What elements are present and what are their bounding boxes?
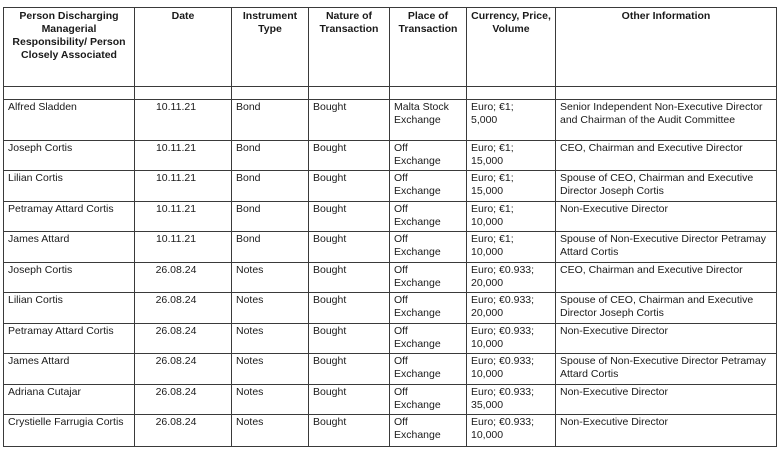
cell-nature: Bought <box>309 100 390 141</box>
cell-nature: Bought <box>309 201 390 232</box>
cell-place: Off Exchange <box>390 201 467 232</box>
table-row <box>4 354 777 385</box>
cell-date: 26.08.24 <box>135 415 232 447</box>
spacer-cell <box>232 87 309 100</box>
cell-other-information: Spouse of CEO, Chairman and Executive Director Joseph Cortis <box>556 293 777 324</box>
spacer-cell <box>556 87 777 100</box>
spacer-row <box>4 87 777 100</box>
header-place-of-transaction: Place of Transaction <box>390 8 467 87</box>
table-row <box>4 140 777 171</box>
spacer-cell <box>390 87 467 100</box>
table-row <box>4 201 777 232</box>
header-currency-price-volume: Currency, Price, Volume <box>467 8 556 87</box>
cell-instrument-type: Notes <box>232 262 309 293</box>
cell-date: 26.08.24 <box>135 384 232 415</box>
cell-date: 26.08.24 <box>135 354 232 385</box>
spacer-cell <box>309 87 390 100</box>
cell-currency-price-volume: Euro; €0.933; 20,000 <box>467 262 556 293</box>
header-person: Person Discharging Managerial Responsibility/ Person Closely Associated <box>4 8 135 87</box>
cell-place: Off Exchange <box>390 323 467 354</box>
cell-other-information: Spouse of CEO, Chairman and Executive Director Joseph Cortis <box>556 171 777 202</box>
cell-person: Adriana Cutajar <box>4 384 135 415</box>
spacer-cell <box>467 87 556 100</box>
cell-date: 10.11.21 <box>135 201 232 232</box>
cell-other-information: Spouse of Non-Executive Director Petramay Attard Cortis <box>556 354 777 385</box>
cell-instrument-type: Notes <box>232 415 309 447</box>
cell-person: James Attard <box>4 354 135 385</box>
cell-currency-price-volume: Euro; €0.933; 10,000 <box>467 323 556 354</box>
cell-currency-price-volume: Euro; €1; 5,000 <box>467 100 556 141</box>
cell-currency-price-volume: Euro; €1; 15,000 <box>467 171 556 202</box>
cell-other-information: Non-Executive Director <box>556 201 777 232</box>
cell-date: 10.11.21 <box>135 232 232 263</box>
cell-nature: Bought <box>309 171 390 202</box>
cell-instrument-type: Bond <box>232 100 309 141</box>
cell-nature: Bought <box>309 415 390 447</box>
spacer-cell <box>135 87 232 100</box>
cell-person: Joseph Cortis <box>4 140 135 171</box>
cell-nature: Bought <box>309 140 390 171</box>
table-row <box>4 415 777 447</box>
cell-person: Petramay Attard Cortis <box>4 323 135 354</box>
cell-nature: Bought <box>309 262 390 293</box>
cell-instrument-type: Bond <box>232 232 309 263</box>
cell-person: Lilian Cortis <box>4 293 135 324</box>
table-row <box>4 323 777 354</box>
cell-place: Off Exchange <box>390 293 467 324</box>
cell-currency-price-volume: Euro; €0.933; 10,000 <box>467 415 556 447</box>
header-instrument-type: Instrument Type <box>232 8 309 87</box>
cell-place: Off Exchange <box>390 415 467 447</box>
cell-currency-price-volume: Euro; €0.933; 20,000 <box>467 293 556 324</box>
cell-place: Off Exchange <box>390 384 467 415</box>
cell-person: Petramay Attard Cortis <box>4 201 135 232</box>
cell-other-information: Non-Executive Director <box>556 415 777 447</box>
cell-other-information: CEO, Chairman and Executive Director <box>556 140 777 171</box>
header-row <box>4 8 777 87</box>
cell-place: Off Exchange <box>390 262 467 293</box>
header-other-information: Other Information <box>556 8 777 87</box>
cell-place: Off Exchange <box>390 232 467 263</box>
cell-person: Crystielle Farrugia Cortis <box>4 415 135 447</box>
cell-instrument-type: Bond <box>232 201 309 232</box>
cell-other-information: Non-Executive Director <box>556 323 777 354</box>
table-row <box>4 100 777 141</box>
cell-date: 10.11.21 <box>135 171 232 202</box>
cell-date: 26.08.24 <box>135 323 232 354</box>
cell-place: Malta Stock Exchange <box>390 100 467 141</box>
cell-instrument-type: Notes <box>232 384 309 415</box>
cell-instrument-type: Notes <box>232 354 309 385</box>
cell-currency-price-volume: Euro; €1; 10,000 <box>467 232 556 263</box>
table-row <box>4 232 777 263</box>
cell-nature: Bought <box>309 384 390 415</box>
cell-person: Lilian Cortis <box>4 171 135 202</box>
cell-place: Off Exchange <box>390 171 467 202</box>
header-nature-of-transaction: Nature of Transaction <box>309 8 390 87</box>
cell-place: Off Exchange <box>390 354 467 385</box>
cell-person: Joseph Cortis <box>4 262 135 293</box>
cell-instrument-type: Bond <box>232 140 309 171</box>
cell-date: 10.11.21 <box>135 140 232 171</box>
cell-date: 10.11.21 <box>135 100 232 141</box>
cell-instrument-type: Bond <box>232 171 309 202</box>
table-row <box>4 171 777 202</box>
cell-currency-price-volume: Euro; €0.933; 10,000 <box>467 354 556 385</box>
cell-currency-price-volume: Euro; €1; 15,000 <box>467 140 556 171</box>
spacer-cell <box>4 87 135 100</box>
cell-date: 26.08.24 <box>135 262 232 293</box>
cell-other-information: Non-Executive Director <box>556 384 777 415</box>
cell-other-information: Senior Independent Non-Executive Director and Chairman of the Audit Committee <box>556 100 777 141</box>
cell-currency-price-volume: Euro; €0.933; 35,000 <box>467 384 556 415</box>
table-row <box>4 293 777 324</box>
table-row <box>4 262 777 293</box>
header-date: Date <box>135 8 232 87</box>
cell-instrument-type: Notes <box>232 293 309 324</box>
cell-instrument-type: Notes <box>232 323 309 354</box>
cell-nature: Bought <box>309 293 390 324</box>
cell-other-information: CEO, Chairman and Executive Director <box>556 262 777 293</box>
cell-nature: Bought <box>309 354 390 385</box>
cell-currency-price-volume: Euro; €1; 10,000 <box>467 201 556 232</box>
cell-person: Alfred Sladden <box>4 100 135 141</box>
cell-date: 26.08.24 <box>135 293 232 324</box>
cell-person: James Attard <box>4 232 135 263</box>
cell-nature: Bought <box>309 323 390 354</box>
transactions-table <box>3 7 777 447</box>
cell-place: Off Exchange <box>390 140 467 171</box>
cell-nature: Bought <box>309 232 390 263</box>
table-row <box>4 384 777 415</box>
cell-other-information: Spouse of Non-Executive Director Petramay Attard Cortis <box>556 232 777 263</box>
